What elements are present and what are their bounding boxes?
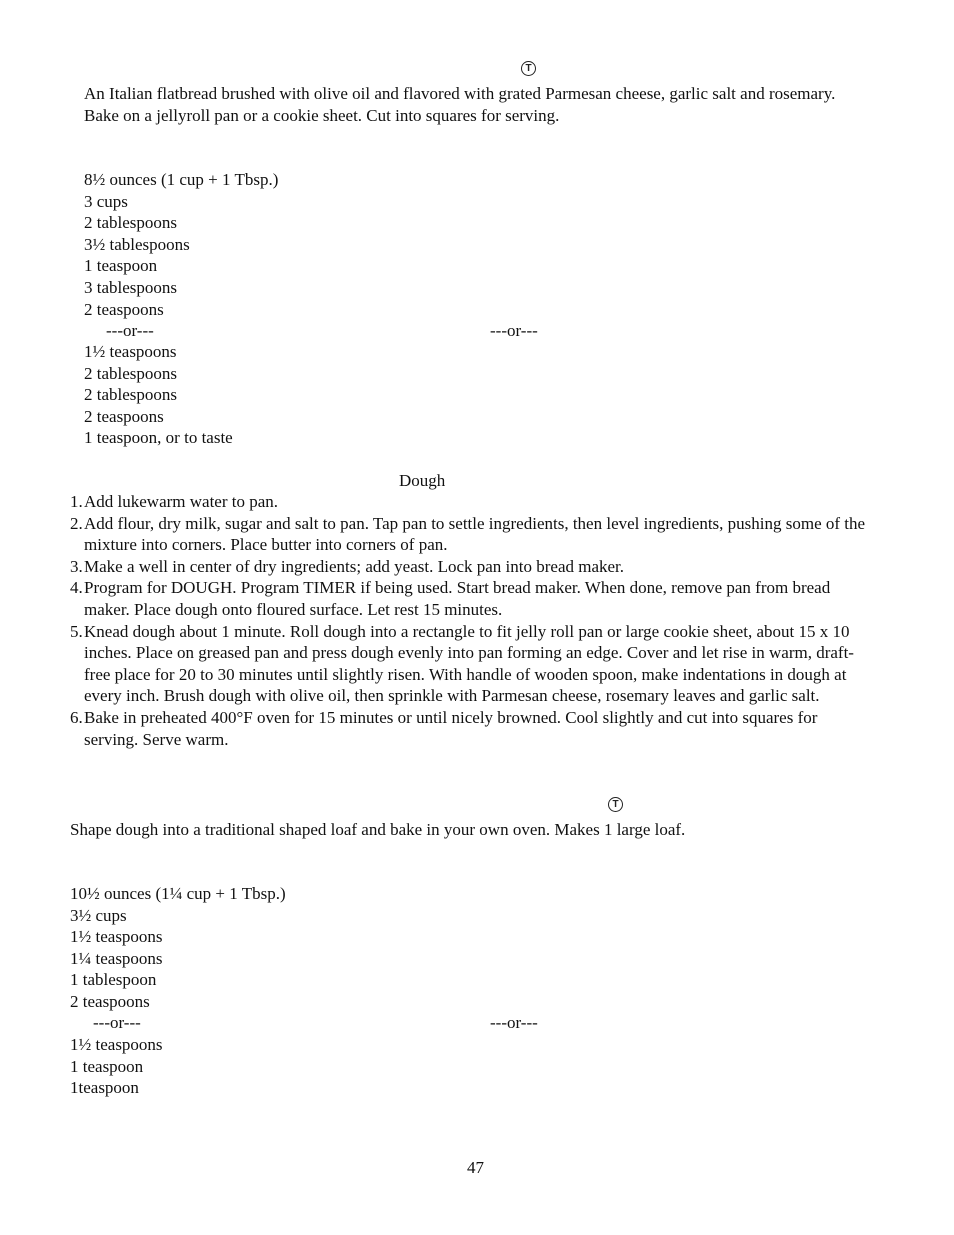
amount-item: 2 teaspoons xyxy=(70,991,150,1011)
recipe-description: An Italian flatbread brushed with olive oil and flavored with grated Parmesan cheese, garlic salt and rosemary. Bake on a jellyroll pan or a cookie sheet. Cut into squares for serving. xyxy=(84,84,836,125)
amount-item: 3½ cups xyxy=(70,905,127,925)
amount-item: 1 teaspoon xyxy=(70,1056,144,1076)
step-text: Add flour, dry milk, sugar and salt to pan. Tap pan to settle ingredients, then level ingredients, pushing some of the mixture into corners. Place butter into corners of pan. xyxy=(84,513,866,555)
step-number: 3. xyxy=(70,556,83,576)
step-text: Add lukewarm water to pan. xyxy=(84,492,279,511)
step-text: Make a well in center of dry ingredients; add yeast. Lock pan into bread maker. xyxy=(84,556,625,576)
amount-item: 2 teaspoons xyxy=(84,299,164,319)
amount-item: 1 teaspoon xyxy=(84,256,158,276)
instructions-list xyxy=(70,491,870,750)
amount-item: 10½ ounces (1¼ cup + 1 Tbsp.) xyxy=(70,884,286,903)
timer-icon: T xyxy=(521,61,536,76)
ingredient-amounts-after xyxy=(70,1034,163,1099)
amount-item: 1 teaspoon, or to taste xyxy=(84,428,233,448)
step-item xyxy=(70,621,870,707)
step-number: 2. xyxy=(70,513,83,533)
step-item xyxy=(70,707,870,750)
or-separator-left: ---or--- xyxy=(93,1013,141,1032)
amount-item: 1½ teaspoons xyxy=(84,342,177,361)
step-text: Knead dough about 1 minute. Roll dough into a rectangle to fit jelly roll pan or large cookie sheet, about 15 x 10 inches. Place on greased pan and press dough evenly into pan forming an edge. Cover and let rise in warm, draft-free place for 20 to 30 minutes until slightly risen. With handle of wooden spoon, make indentations in dough at every inch. Brush dough with olive oil, then sprinkle with Parmesan cheese, rosemary leaves and garlic salt. xyxy=(84,621,854,706)
step-item xyxy=(70,491,870,513)
step-number: 6. xyxy=(70,707,83,727)
step-item xyxy=(70,577,870,620)
ingredient-amounts xyxy=(84,169,278,320)
ingredient-amounts xyxy=(70,883,286,1013)
or-separator-right: ---or--- xyxy=(490,321,538,340)
step-item xyxy=(70,513,870,556)
recipe-description: Shape dough into a traditional shaped loaf and bake in your own oven. Makes 1 large loaf. xyxy=(70,820,686,839)
step-number: 1. xyxy=(70,492,83,511)
step-number: 4. xyxy=(70,578,83,598)
page-number: 47 xyxy=(467,1158,484,1177)
step-text: Program for DOUGH. Program TIMER if being used. Start bread maker. When done, remove pan from bread maker. Place dough onto floured surface. Let rest 15 minutes. xyxy=(84,578,831,619)
step-number: 5. xyxy=(70,621,83,641)
amount-item: 1teaspoon xyxy=(70,1078,139,1098)
or-separator-left: ---or--- xyxy=(106,321,154,340)
amount-item: 3 tablespoons xyxy=(84,277,178,297)
ingredient-amounts-after xyxy=(84,341,233,449)
amount-item: 2 tablespoons xyxy=(84,363,178,383)
amount-item: 1½ teaspoons xyxy=(70,1035,163,1054)
amount-item: 8½ ounces (1 cup + 1 Tbsp.) xyxy=(84,170,279,189)
step-text: Bake in preheated 400°F oven for 15 minutes or until nicely browned. Cool slightly and cut into squares for serving. Serve warm. xyxy=(84,707,818,749)
amount-item: 3½ tablespoons xyxy=(84,234,190,254)
amount-item: 1½ teaspoons xyxy=(70,927,163,947)
amount-item: 2 tablespoons xyxy=(84,385,178,405)
amount-item: 2 teaspoons xyxy=(84,406,164,426)
or-separator-right: ---or--- xyxy=(490,1013,538,1032)
amount-item: 2 tablespoons xyxy=(84,213,178,233)
amount-item: 1¼ teaspoons xyxy=(70,948,163,968)
step-item xyxy=(70,556,870,578)
amount-item: 1 tablespoon xyxy=(70,970,157,990)
timer-icon: T xyxy=(608,797,623,812)
amount-item: 3 cups xyxy=(84,191,128,211)
section-heading: Dough xyxy=(399,471,446,490)
